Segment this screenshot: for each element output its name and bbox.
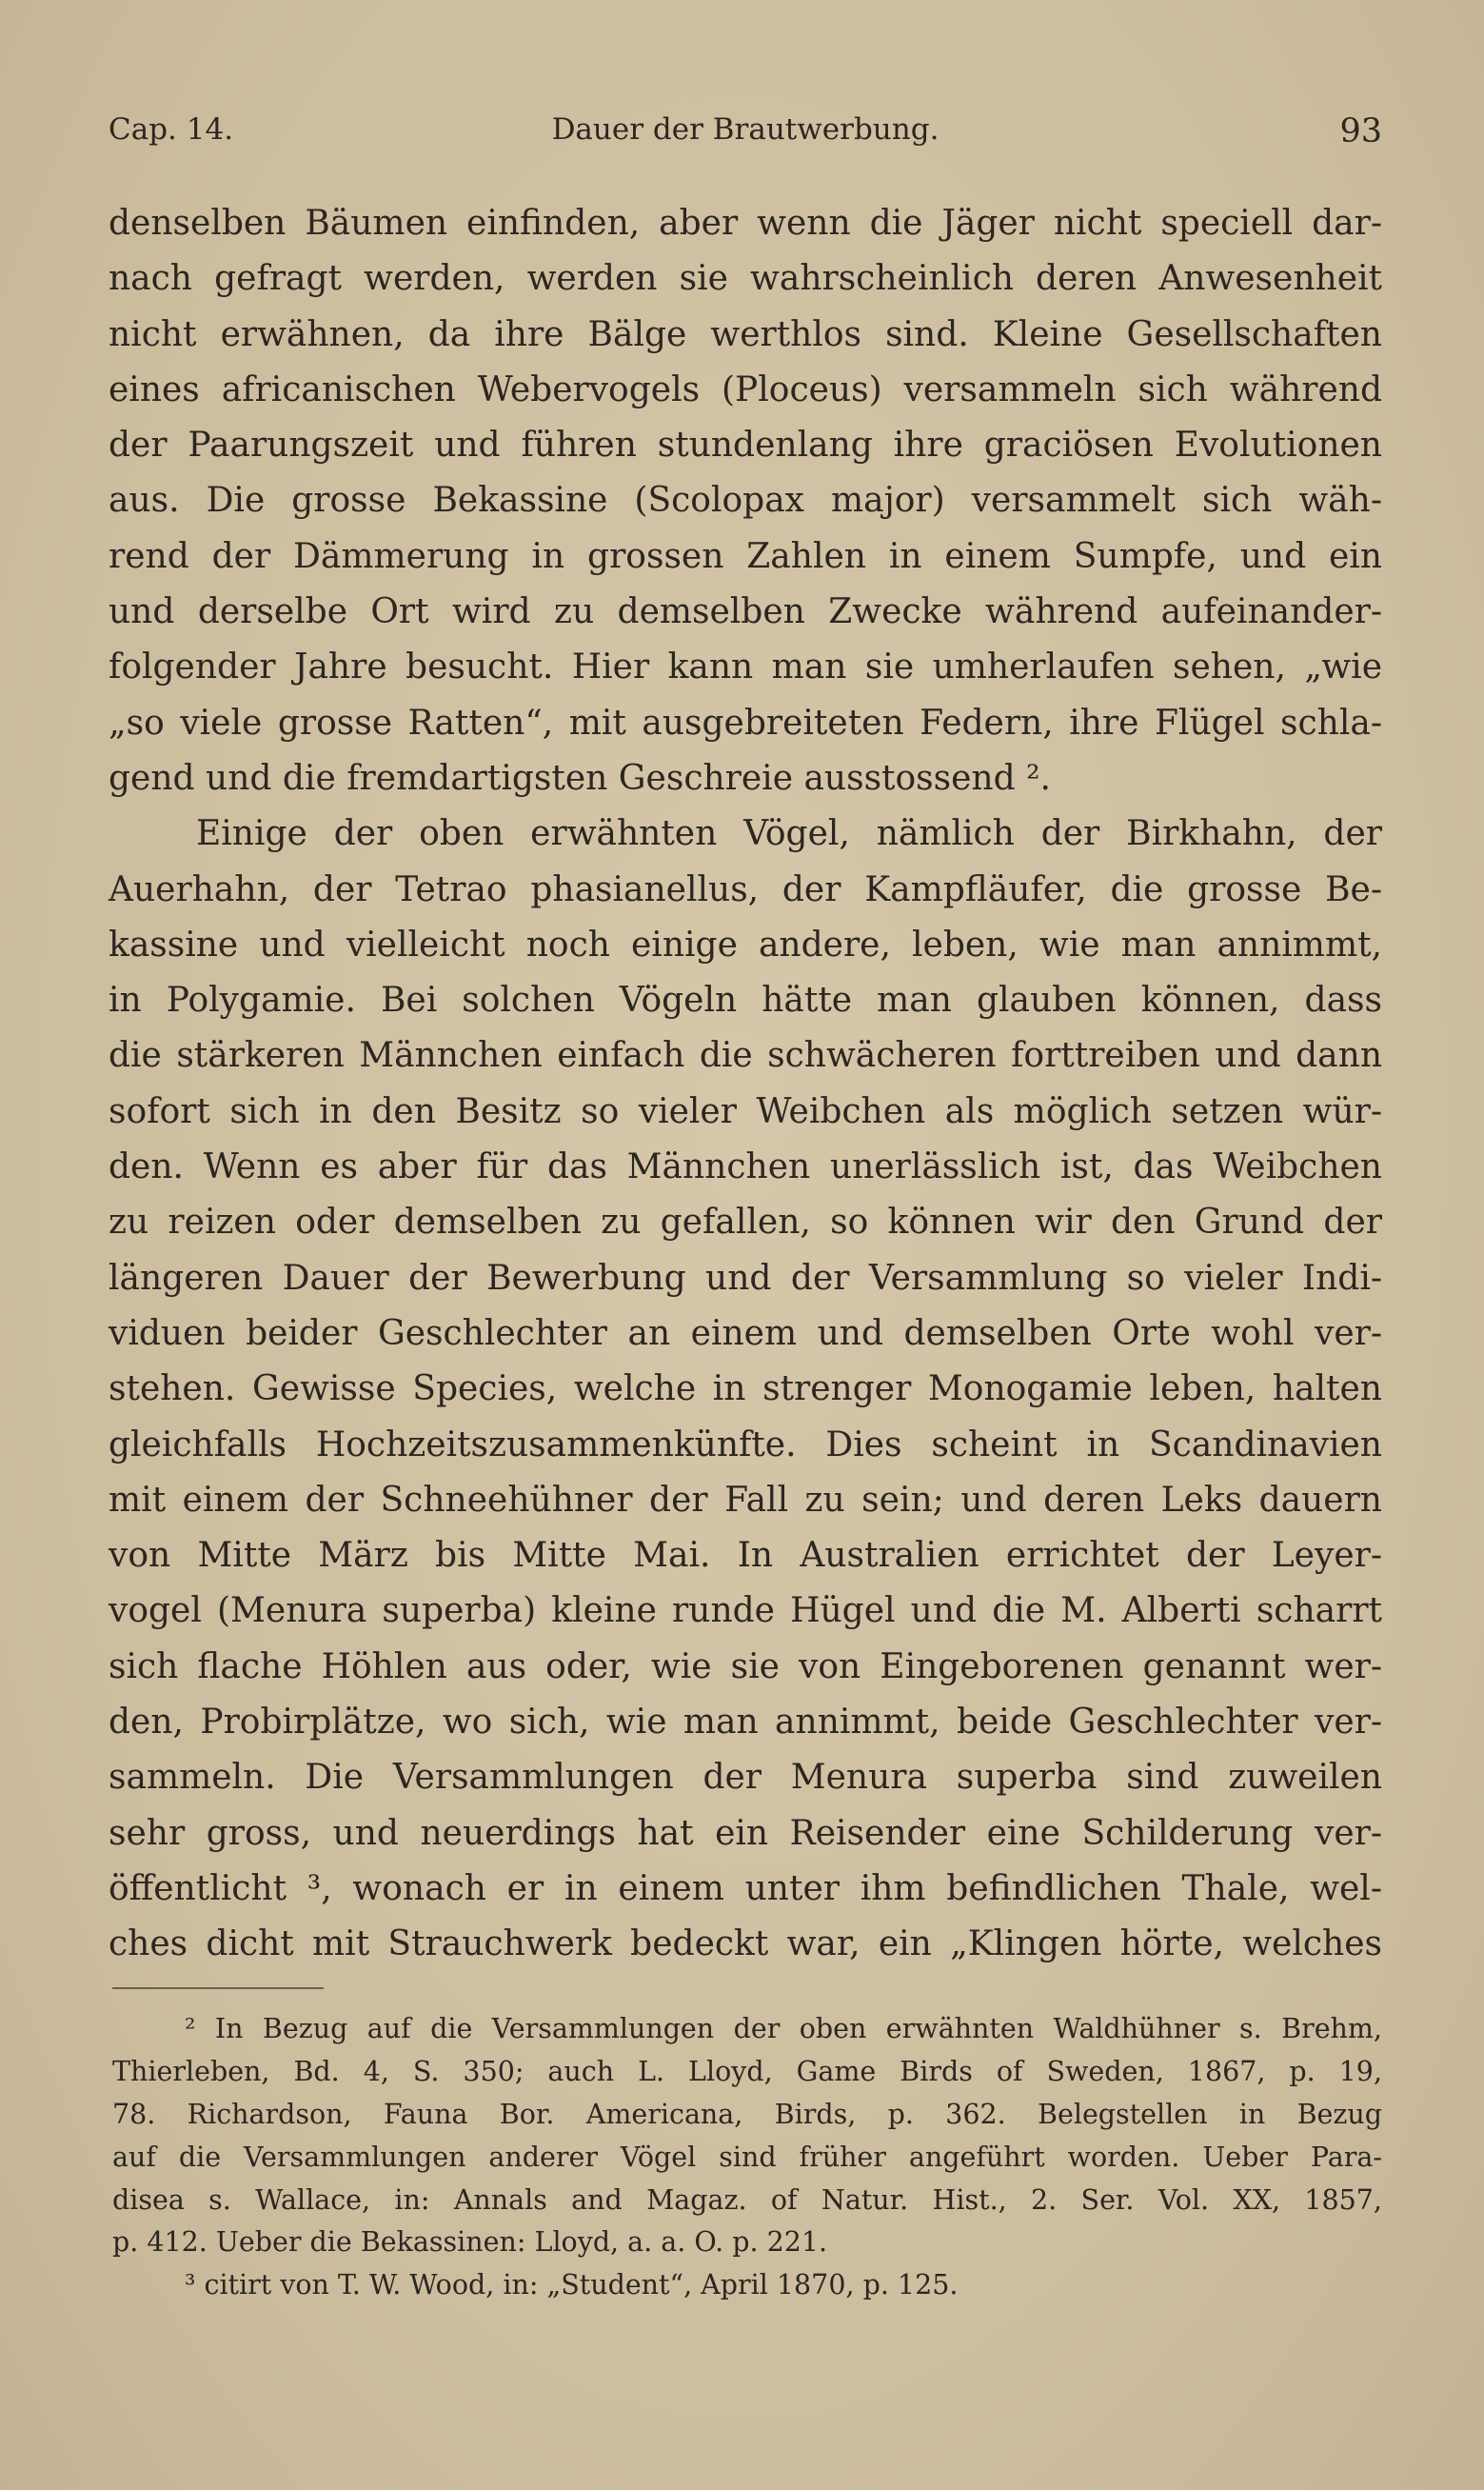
text-line: Auerhahn, der Tetrao phasianellus, der Kampfläufer, die grosse Be-	[109, 869, 1382, 909]
text-line: folgender Jahre besucht. Hier kann man sie umherlaufen sehen, „wie	[109, 647, 1382, 687]
section-title: Dauer der Brautwerbung.	[551, 112, 940, 147]
text-line: stehen. Gewisse Species, welche in strenger Monogamie leben, halten	[109, 1369, 1382, 1409]
text-line: sehr gross, und neuerdings hat ein Reisender eine Schilderung ver-	[109, 1813, 1382, 1853]
text-line: in Polygamie. Bei solchen Vögeln hätte man glauben können, dass	[109, 981, 1382, 1021]
footnote-3: ³ citirt von T. W. Wood, in: „Student“, April 1870, p. 125.	[185, 2269, 959, 2301]
footnote-line: disea s. Wallace, in: Annals and Magaz. of Natur. Hist., 2. Ser. Vol. XX, 1857,	[112, 2183, 1382, 2216]
text-line: eines africanischen Webervogels (Ploceus) versammeln sich während	[109, 369, 1382, 409]
text-line: der Paarungszeit und führen stundenlang ihre graciösen Evolutionen	[109, 426, 1382, 466]
text-line: ches dicht mit Strauchwerk bedeckt war, ein „Klingen hörte, welches	[109, 1924, 1382, 1964]
text-line: und derselbe Ort wird zu demselben Zwecke während aufeinander-	[109, 592, 1382, 632]
footnote-2-start: ² In Bezug auf die Versammlungen der oben erwähnten Waldhühner s. Brehm,	[185, 2013, 1382, 2044]
text-line: gleichfalls Hochzeitszusammenkünfte. Dies scheint in Scandinavien	[109, 1424, 1382, 1464]
text-line: mit einem der Schneehühner der Fall zu sein; und deren Leks dauern	[109, 1480, 1382, 1520]
body-text	[109, 196, 1382, 1973]
footnotes	[112, 2008, 1382, 2307]
footnote-rule	[112, 1987, 324, 1989]
text-line: nach gefragt werden, werden sie wahrscheinlich deren Anwesenheit	[109, 259, 1382, 299]
text-line: vogel (Menura superba) kleine runde Hügel und die M. Alberti scharrt	[109, 1591, 1382, 1631]
text-line: öffentlicht ³, wonach er in einem unter ihm befindlichen Thale, wel-	[109, 1868, 1382, 1908]
text-line: von Mitte März bis Mitte Mai. In Australien errichtet der Leyer-	[109, 1536, 1382, 1576]
running-head	[109, 112, 1382, 158]
paragraph-start-line: Einige der oben erwähnten Vögel, nämlich der Birkhahn, der	[196, 814, 1382, 854]
footnote-line: Thierleben, Bd. 4, S. 350; auch L. Lloyd, Game Birds of Sweden, 1867, p. 19,	[112, 2055, 1382, 2087]
text-line: sofort sich in den Besitz so vieler Weibchen als möglich setzen wür-	[109, 1091, 1382, 1131]
footnote-line: auf die Versammlungen anderer Vögel sind früher angeführt worden. Ueber Para-	[112, 2141, 1382, 2173]
text-line: rend der Dämmerung in grossen Zahlen in einem Sumpfe, und ein	[109, 536, 1382, 576]
text-line: „so viele grosse Ratten“, mit ausgebreiteten Federn, ihre Flügel schla-	[109, 703, 1382, 743]
text-line: aus. Die grosse Bekassine (Scolopax major) versammelt sich wäh-	[109, 481, 1382, 521]
text-line: nicht erwähnen, da ihre Bälge werthlos sind. Kleine Gesellschaften	[109, 314, 1382, 354]
text-line: zu reizen oder demselben zu gefallen, so können wir den Grund der	[109, 1203, 1382, 1243]
paragraph-end-line: gend und die fremdartigsten Geschreie ausstossend ².	[109, 758, 1051, 798]
text-line: kassine und vielleicht noch einige andere, leben, wie man annimmt,	[109, 925, 1382, 965]
text-line: sammeln. Die Versammlungen der Menura superba sind zuweilen	[109, 1758, 1382, 1798]
page-number: 93	[1339, 112, 1382, 150]
text-line: die stärkeren Männchen einfach die schwächeren forttreiben und dann	[109, 1036, 1382, 1076]
footnote-line: p. 412. Ueber die Bekassinen: Lloyd, a. a. O. p. 221.	[112, 2226, 828, 2259]
chapter-label: Cap. 14.	[109, 112, 234, 147]
text-line: denselben Bäumen einfinden, aber wenn die Jäger nicht speciell dar-	[109, 204, 1382, 243]
text-line: viduen beider Geschlechter an einem und demselben Orte wohl ver-	[109, 1313, 1382, 1353]
text-line: sich flache Höhlen aus oder, wie sie von Eingeborenen genannt wer-	[109, 1646, 1382, 1686]
text-line: den. Wenn es aber für das Männchen unerlässlich ist, das Weibchen	[109, 1147, 1382, 1187]
text-line: den, Probirplätze, wo sich, wie man annimmt, beide Geschlechter ver-	[109, 1703, 1382, 1743]
footnote-line: 78. Richardson, Fauna Bor. Americana, Birds, p. 362. Belegstellen in Bezug	[112, 2098, 1382, 2130]
text-line: längeren Dauer der Bewerbung und der Versammlung so vieler Indi-	[109, 1258, 1382, 1298]
